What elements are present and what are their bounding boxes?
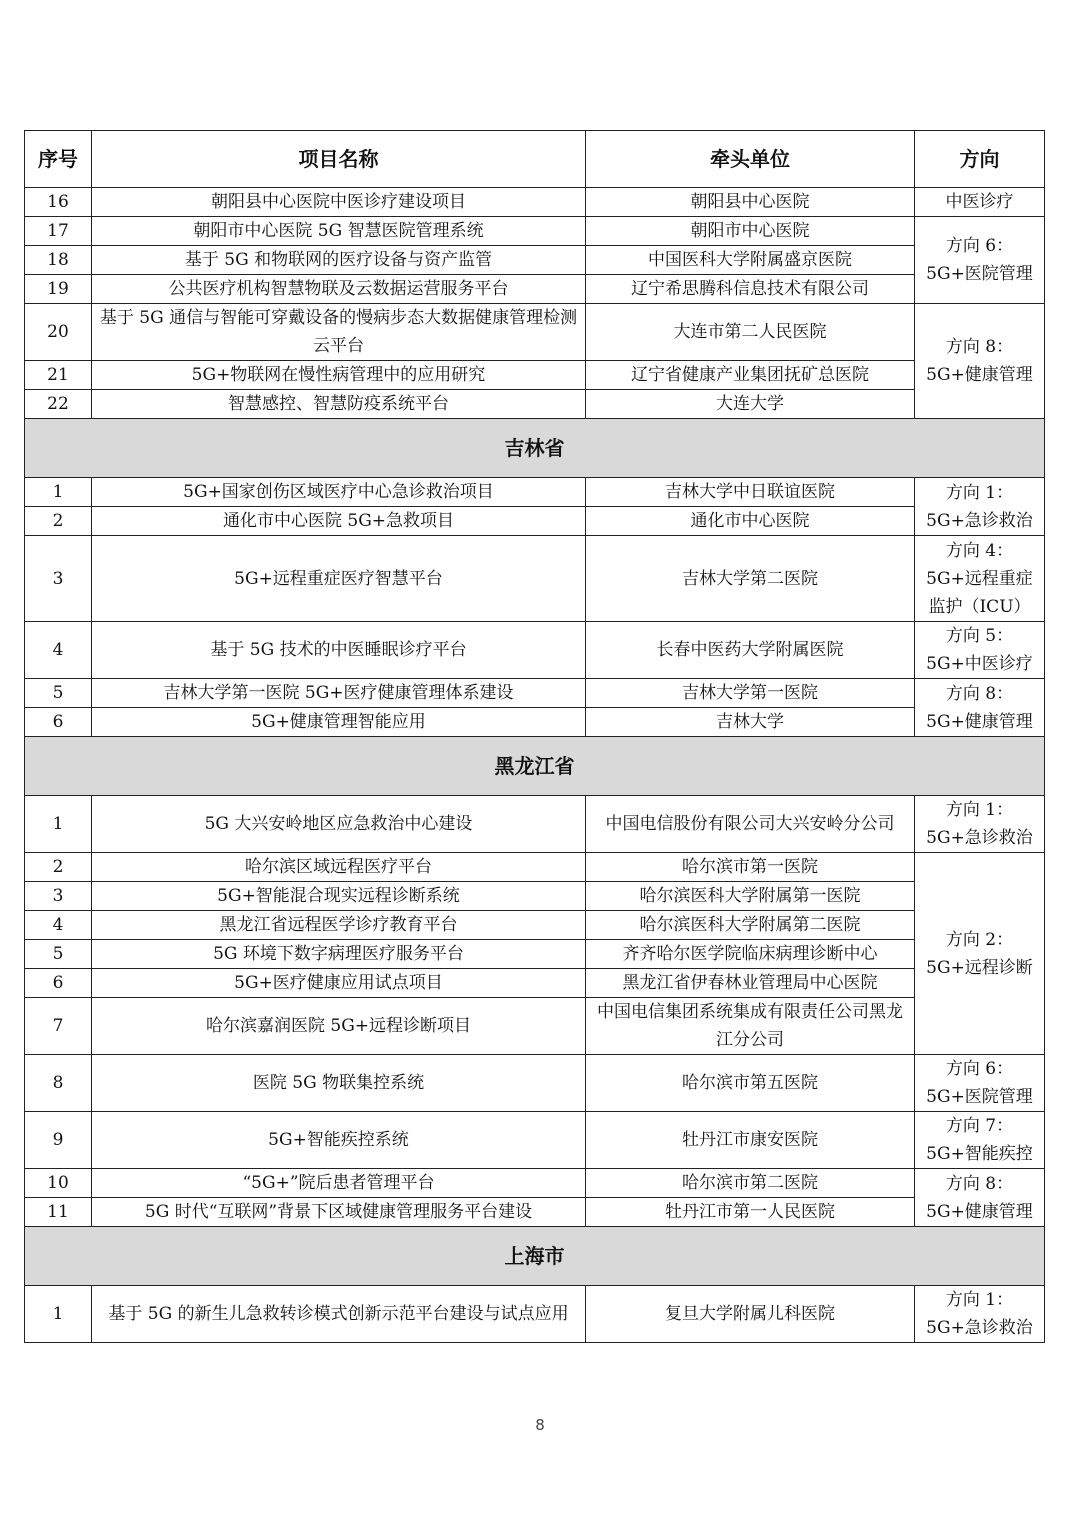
table-row — [25, 708, 1045, 737]
cell-project-name: 医院 5G 物联集控系统 — [92, 1055, 586, 1112]
table-row — [25, 622, 1045, 679]
header-name: 项目名称 — [92, 131, 586, 188]
cell-direction: 方向 1：5G+急诊救治 — [915, 796, 1045, 853]
cell-lead-unit: 黑龙江省伊春林业管理局中心医院 — [586, 969, 915, 998]
cell-direction: 方向 1：5G+急诊救治 — [915, 1286, 1045, 1343]
table-row — [25, 507, 1045, 536]
cell-project-name: 5G+国家创伤区域医疗中心急诊救治项目 — [92, 478, 586, 507]
cell-lead-unit: 朝阳县中心医院 — [586, 188, 915, 217]
cell-no: 10 — [25, 1169, 92, 1198]
table-row — [25, 246, 1045, 275]
table-row — [25, 217, 1045, 246]
cell-project-name: 黑龙江省远程医学诊疗教育平台 — [92, 911, 586, 940]
cell-no: 20 — [25, 304, 92, 361]
table-row — [25, 969, 1045, 998]
table-row — [25, 679, 1045, 708]
cell-project-name: 5G 时代“互联网”背景下区域健康管理服务平台建设 — [92, 1198, 586, 1227]
cell-direction: 方向 8：5G+健康管理 — [915, 679, 1045, 737]
province-title: 上海市 — [25, 1227, 1045, 1286]
cell-lead-unit: 大连市第二人民医院 — [586, 304, 915, 361]
cell-direction: 方向 6：5G+医院管理 — [915, 1055, 1045, 1112]
table-body — [25, 188, 1045, 1343]
table-row — [25, 478, 1045, 507]
page-number: 8 — [535, 1416, 545, 1434]
cell-project-name: 5G+智能混合现实远程诊断系统 — [92, 882, 586, 911]
cell-lead-unit: 通化市中心医院 — [586, 507, 915, 536]
cell-project-name: 吉林大学第一医院 5G+医疗健康管理体系建设 — [92, 679, 586, 708]
cell-lead-unit: 中国电信集团系统集成有限责任公司黑龙江分公司 — [586, 998, 915, 1055]
cell-no: 7 — [25, 998, 92, 1055]
cell-no: 2 — [25, 853, 92, 882]
table-row — [25, 536, 1045, 622]
province-row — [25, 1227, 1045, 1286]
cell-direction: 方向 8：5G+健康管理 — [915, 304, 1045, 419]
cell-project-name: 基于 5G 的新生儿急救转诊模式创新示范平台建设与试点应用 — [92, 1286, 586, 1343]
cell-project-name: 5G+医疗健康应用试点项目 — [92, 969, 586, 998]
cell-lead-unit: 齐齐哈尔医学院临床病理诊断中心 — [586, 940, 915, 969]
cell-lead-unit: 牡丹江市第一人民医院 — [586, 1198, 915, 1227]
cell-no: 6 — [25, 708, 92, 737]
cell-direction: 方向 7：5G+智能疾控 — [915, 1112, 1045, 1169]
table-row — [25, 796, 1045, 853]
province-row — [25, 419, 1045, 478]
table-row — [25, 188, 1045, 217]
cell-lead-unit: 辽宁省健康产业集团抚矿总医院 — [586, 361, 915, 390]
cell-lead-unit: 哈尔滨市第五医院 — [586, 1055, 915, 1112]
cell-project-name: 公共医疗机构智慧物联及云数据运营服务平台 — [92, 275, 586, 304]
cell-no: 4 — [25, 622, 92, 679]
cell-lead-unit: 中国医科大学附属盛京医院 — [586, 246, 915, 275]
cell-lead-unit: 吉林大学中日联谊医院 — [586, 478, 915, 507]
cell-project-name: 基于 5G 通信与智能可穿戴设备的慢病步态大数据健康管理检测云平台 — [92, 304, 586, 361]
cell-lead-unit: 复旦大学附属儿科医院 — [586, 1286, 915, 1343]
header-unit: 牵头单位 — [586, 131, 915, 188]
table-header-row — [25, 131, 1045, 188]
cell-lead-unit: 牡丹江市康安医院 — [586, 1112, 915, 1169]
table-row — [25, 275, 1045, 304]
cell-no: 19 — [25, 275, 92, 304]
cell-no: 1 — [25, 1286, 92, 1343]
cell-no: 21 — [25, 361, 92, 390]
cell-no: 18 — [25, 246, 92, 275]
cell-no: 4 — [25, 911, 92, 940]
cell-lead-unit: 吉林大学第一医院 — [586, 679, 915, 708]
cell-direction: 方向 2：5G+远程诊断 — [915, 853, 1045, 1055]
cell-lead-unit: 吉林大学 — [586, 708, 915, 737]
cell-no: 1 — [25, 478, 92, 507]
cell-no: 3 — [25, 882, 92, 911]
cell-project-name: 5G+物联网在慢性病管理中的应用研究 — [92, 361, 586, 390]
cell-project-name: “5G+”院后患者管理平台 — [92, 1169, 586, 1198]
cell-lead-unit: 哈尔滨医科大学附属第二医院 — [586, 911, 915, 940]
cell-lead-unit: 哈尔滨市第一医院 — [586, 853, 915, 882]
table-row — [25, 911, 1045, 940]
cell-project-name: 哈尔滨嘉润医院 5G+远程诊断项目 — [92, 998, 586, 1055]
cell-no: 1 — [25, 796, 92, 853]
cell-project-name: 哈尔滨区域远程医疗平台 — [92, 853, 586, 882]
cell-project-name: 朝阳县中心医院中医诊疗建设项目 — [92, 188, 586, 217]
project-table — [24, 130, 1045, 1343]
cell-lead-unit: 中国电信股份有限公司大兴安岭分公司 — [586, 796, 915, 853]
cell-project-name: 基于 5G 和物联网的医疗设备与资产监管 — [92, 246, 586, 275]
cell-project-name: 5G 大兴安岭地区应急救治中心建设 — [92, 796, 586, 853]
cell-no: 17 — [25, 217, 92, 246]
cell-lead-unit: 哈尔滨市第二医院 — [586, 1169, 915, 1198]
cell-direction: 方向 1：5G+急诊救治 — [915, 478, 1045, 536]
header-direction: 方向 — [915, 131, 1045, 188]
cell-direction: 方向 6：5G+医院管理 — [915, 217, 1045, 304]
cell-no: 11 — [25, 1198, 92, 1227]
cell-lead-unit: 大连大学 — [586, 390, 915, 419]
province-title: 吉林省 — [25, 419, 1045, 478]
cell-project-name: 5G+健康管理智能应用 — [92, 708, 586, 737]
cell-direction: 方向 4：5G+远程重症监护（ICU） — [915, 536, 1045, 622]
cell-no: 9 — [25, 1112, 92, 1169]
table-row — [25, 390, 1045, 419]
cell-lead-unit: 长春中医药大学附属医院 — [586, 622, 915, 679]
cell-project-name: 通化市中心医院 5G+急救项目 — [92, 507, 586, 536]
table-row — [25, 1169, 1045, 1198]
cell-lead-unit: 辽宁希思腾科信息技术有限公司 — [586, 275, 915, 304]
province-title: 黑龙江省 — [25, 737, 1045, 796]
table-row — [25, 361, 1045, 390]
table-row — [25, 1055, 1045, 1112]
cell-no: 3 — [25, 536, 92, 622]
cell-lead-unit: 哈尔滨医科大学附属第一医院 — [586, 882, 915, 911]
table-row — [25, 1112, 1045, 1169]
cell-no: 5 — [25, 940, 92, 969]
table-row — [25, 998, 1045, 1055]
cell-no: 22 — [25, 390, 92, 419]
cell-project-name: 5G+智能疾控系统 — [92, 1112, 586, 1169]
cell-project-name: 智慧感控、智慧防疫系统平台 — [92, 390, 586, 419]
cell-no: 8 — [25, 1055, 92, 1112]
cell-no: 2 — [25, 507, 92, 536]
cell-direction: 方向 5：5G+中医诊疗 — [915, 622, 1045, 679]
table-row — [25, 1198, 1045, 1227]
cell-lead-unit: 朝阳市中心医院 — [586, 217, 915, 246]
cell-project-name: 5G 环境下数字病理医疗服务平台 — [92, 940, 586, 969]
cell-no: 6 — [25, 969, 92, 998]
cell-project-name: 5G+远程重症医疗智慧平台 — [92, 536, 586, 622]
header-no: 序号 — [25, 131, 92, 188]
cell-no: 5 — [25, 679, 92, 708]
cell-no: 16 — [25, 188, 92, 217]
cell-project-name: 基于 5G 技术的中医睡眠诊疗平台 — [92, 622, 586, 679]
cell-direction: 中医诊疗 — [915, 188, 1045, 217]
cell-direction: 方向 8：5G+健康管理 — [915, 1169, 1045, 1227]
cell-project-name: 朝阳市中心医院 5G 智慧医院管理系统 — [92, 217, 586, 246]
table-row — [25, 853, 1045, 882]
table-row — [25, 1286, 1045, 1343]
table-row — [25, 882, 1045, 911]
province-row — [25, 737, 1045, 796]
table-row — [25, 304, 1045, 361]
table-row — [25, 940, 1045, 969]
cell-lead-unit: 吉林大学第二医院 — [586, 536, 915, 622]
